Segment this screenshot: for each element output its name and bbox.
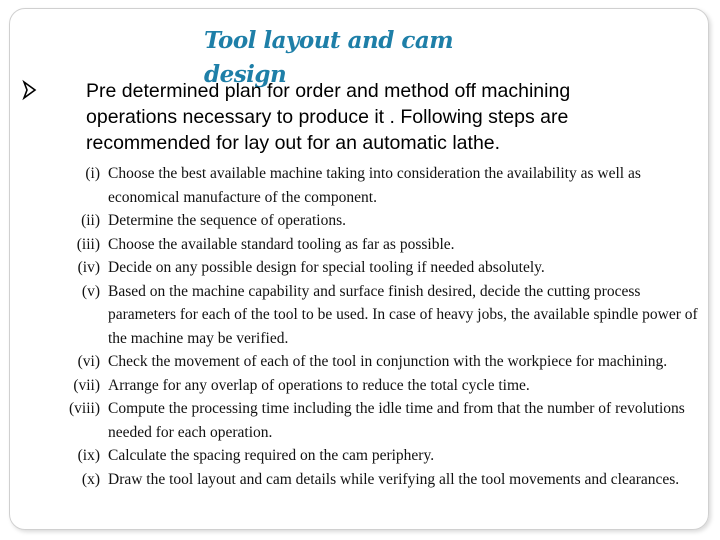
step-item	[60, 280, 698, 351]
step-text	[108, 280, 698, 351]
step-line: Calculate the spacing required on the cam periphery.	[108, 447, 435, 464]
step-text	[108, 350, 690, 374]
step-number: (vii)	[73, 376, 100, 394]
bullet-line: operations necessary to produce it . Following steps are	[86, 106, 569, 128]
step-line: Arrange for any overlap of operations to reduce the total cycle time.	[108, 376, 530, 394]
step-item	[60, 350, 690, 374]
step-number: (iii)	[76, 235, 100, 253]
step-line: Draw the tool layout and cam details while verifying all the tool movements and clearances.	[108, 470, 680, 488]
step-item	[60, 468, 690, 492]
step-line: Decide on any possible design for special tooling if needed absolutely.	[108, 259, 545, 276]
step-line: Determine the sequence of operations.	[108, 212, 347, 229]
step-item	[60, 397, 690, 444]
step-line: Compute the processing time including the idle time and from that the number of revolutions	[108, 400, 685, 417]
step-number: (v)	[81, 282, 100, 300]
step-text	[108, 233, 690, 257]
step-text	[108, 256, 690, 280]
step-item	[60, 256, 690, 280]
step-item	[60, 374, 690, 398]
step-line: needed for each operation.	[108, 423, 273, 441]
step-line: Check the movement of each of the tool in conjunction with the workpiece for machining.	[108, 353, 668, 370]
step-line: Based on the machine capability and surface finish desired, decide the cutting process	[108, 282, 641, 300]
step-line: Choose the best available machine taking into consideration the availability as well as	[108, 165, 641, 182]
bullet-line: recommended for lay out for an automatic lathe.	[86, 132, 501, 154]
step-item	[60, 233, 690, 257]
step-number: (x)	[81, 470, 100, 488]
step-number: (ix)	[77, 447, 100, 464]
step-text	[108, 209, 690, 233]
step-number: (ii)	[81, 212, 100, 229]
step-number: (viii)	[69, 400, 100, 417]
step-number: (i)	[85, 165, 100, 182]
step-text	[108, 397, 690, 444]
step-line: the machine may be verified.	[108, 329, 289, 347]
step-line: economical manufacture of the component.	[108, 188, 377, 206]
step-item	[60, 209, 690, 233]
bullet-paragraph	[22, 78, 692, 156]
step-text	[108, 162, 690, 209]
step-number: (vi)	[77, 353, 100, 370]
step-line: parameters for each of the tool to be used. In case of heavy jobs, the available spindle power of	[108, 306, 698, 323]
step-line: Choose the available standard tooling as far as possible.	[108, 235, 455, 253]
arrow-bullet-icon	[22, 79, 38, 101]
step-item	[60, 444, 690, 468]
step-text	[108, 374, 690, 398]
steps-list	[60, 162, 698, 491]
slide-title: Tool layout and cam design	[204, 27, 454, 88]
step-number: (iv)	[77, 259, 100, 276]
step-item	[60, 162, 690, 209]
bullet-text	[86, 78, 692, 156]
step-text	[108, 444, 690, 468]
bullet-line: Pre determined plan for order and method off machining	[86, 80, 571, 102]
step-text	[108, 468, 690, 492]
